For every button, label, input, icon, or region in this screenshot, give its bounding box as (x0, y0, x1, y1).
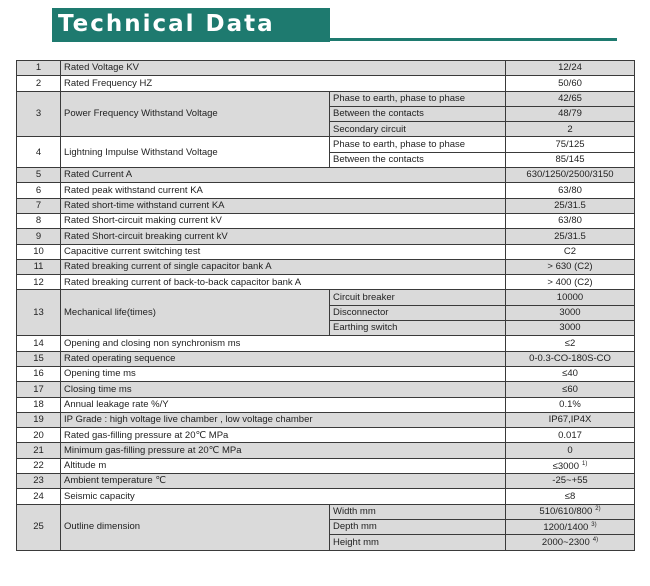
value-cell: 42/65 (506, 91, 635, 106)
parameter-label: Minimum gas-filling pressure at 20℃ MPa (61, 443, 506, 458)
footnote-marker: 4) (592, 537, 599, 544)
title-underline (330, 38, 617, 41)
value-cell: 63/80 (506, 183, 635, 198)
parameter-label: Rated short-time withstand current KA (61, 198, 506, 213)
parameter-label: Mechanical life(times) (61, 290, 330, 336)
table-row (17, 290, 635, 305)
footnote-marker: 2) (595, 506, 601, 513)
value-text: 2000~2300 (541, 537, 590, 549)
parameter-label: Rated peak withstand current KA (61, 183, 506, 198)
parameter-label: Rated Short-circuit breaking current kV (61, 229, 506, 244)
value-cell: 0 (506, 443, 635, 458)
value-cell: 85/145 (506, 152, 635, 167)
row-number: 2 (17, 76, 61, 91)
table-row (17, 76, 635, 91)
value-cell: 25/31.5 (506, 229, 635, 244)
value-cell: 630/1250/2500/3150 (506, 168, 635, 183)
parameter-label: Altitude m (61, 458, 506, 473)
parameter-label: Lightning Impulse Withstand Voltage (61, 137, 330, 168)
row-number: 14 (17, 336, 61, 351)
table-row (17, 213, 635, 228)
parameter-label: Rated breaking current of single capacitor bank A (61, 259, 506, 274)
table-row (17, 229, 635, 244)
parameter-label: Annual leakage rate %/Y (61, 397, 506, 412)
table-row (17, 489, 635, 504)
title-bar (52, 8, 330, 42)
table-row (17, 91, 635, 106)
value-cell (506, 535, 635, 550)
value-cell: 12/24 (506, 61, 635, 76)
value-cell: 63/80 (506, 213, 635, 228)
sub-parameter-label: Earthing switch (330, 321, 506, 336)
parameter-label: IP Grade : high voltage live chamber , low voltage chamber (61, 412, 506, 427)
table-row (17, 198, 635, 213)
parameter-label: Rated breaking current of back-to-back capacitor bank A (61, 275, 506, 290)
parameter-label: Opening time ms (61, 366, 506, 381)
value-cell: > 400 (C2) (506, 275, 635, 290)
value-cell: 0.017 (506, 428, 635, 443)
value-cell: ≤40 (506, 366, 635, 381)
table-row (17, 412, 635, 427)
value-cell: 0-0.3-CO-180S-CO (506, 351, 635, 366)
row-number: 16 (17, 366, 61, 381)
table-row (17, 474, 635, 489)
parameter-label: Capacitive current switching test (61, 244, 506, 259)
table-row (17, 259, 635, 274)
table-row (17, 351, 635, 366)
sub-parameter-label: Between the contacts (330, 106, 506, 121)
value-cell: 75/125 (506, 137, 635, 152)
page-title: Technical Data (58, 11, 275, 37)
row-number: 20 (17, 428, 61, 443)
value-cell: > 630 (C2) (506, 259, 635, 274)
row-number: 25 (17, 504, 61, 550)
parameter-label: Power Frequency Withstand Voltage (61, 91, 330, 137)
parameter-label: Rated Short-circuit making current kV (61, 213, 506, 228)
row-number: 21 (17, 443, 61, 458)
parameter-label: Seismic capacity (61, 489, 506, 504)
sub-parameter-label: Height mm (330, 535, 506, 550)
row-number: 15 (17, 351, 61, 366)
value-cell: 25/31.5 (506, 198, 635, 213)
value-cell: IP67,IP4X (506, 412, 635, 427)
footnote-marker: 3) (591, 521, 597, 528)
parameter-label: Outline dimension (61, 504, 330, 550)
row-number: 10 (17, 244, 61, 259)
sub-parameter-label: Width mm (330, 504, 506, 519)
table-row (17, 244, 635, 259)
sub-parameter-label: Secondary circuit (330, 122, 506, 137)
value-cell: ≤60 (506, 382, 635, 397)
row-number: 4 (17, 137, 61, 168)
value-cell: 50/60 (506, 76, 635, 91)
table-row (17, 168, 635, 183)
value-cell: ≤8 (506, 489, 635, 504)
table-row (17, 366, 635, 381)
row-number: 6 (17, 183, 61, 198)
parameter-label: Rated Frequency HZ (61, 76, 506, 91)
sub-parameter-label: Depth mm (330, 519, 506, 534)
value-cell: 48/79 (506, 106, 635, 121)
value-cell (506, 519, 635, 534)
value-cell: ≤2 (506, 336, 635, 351)
value-cell: 2 (506, 122, 635, 137)
sub-parameter-label: Disconnector (330, 305, 506, 320)
row-number: 17 (17, 382, 61, 397)
row-number: 8 (17, 213, 61, 228)
row-number: 13 (17, 290, 61, 336)
table-row (17, 443, 635, 458)
row-number: 24 (17, 489, 61, 504)
value-cell: 10000 (506, 290, 635, 305)
sub-parameter-label: Circuit breaker (330, 290, 506, 305)
sub-parameter-label: Between the contacts (330, 152, 506, 167)
row-number: 19 (17, 412, 61, 427)
value-cell (506, 458, 635, 473)
value-cell: -25~+55 (506, 474, 635, 489)
parameter-label: Rated gas-filling pressure at 20℃ MPa (61, 428, 506, 443)
table-row (17, 61, 635, 76)
parameter-label: Rated Current A (61, 168, 506, 183)
value-text: ≤3000 (552, 460, 579, 472)
row-number: 9 (17, 229, 61, 244)
row-number: 7 (17, 198, 61, 213)
row-number: 1 (17, 61, 61, 76)
row-number: 3 (17, 91, 61, 137)
value-text: 1200/1400 (543, 521, 589, 533)
parameter-label: Ambient temperature ℃ (61, 474, 506, 489)
technical-data-table (16, 60, 635, 551)
value-cell: 3000 (506, 321, 635, 336)
sub-parameter-label: Phase to earth, phase to phase (330, 137, 506, 152)
value-cell: C2 (506, 244, 635, 259)
table-row (17, 428, 635, 443)
row-number: 18 (17, 397, 61, 412)
table-row (17, 458, 635, 473)
row-number: 5 (17, 168, 61, 183)
footnote-marker: 1) (582, 460, 588, 467)
value-cell: 3000 (506, 305, 635, 320)
parameter-label: Closing time ms (61, 382, 506, 397)
table-row (17, 137, 635, 152)
row-number: 11 (17, 259, 61, 274)
parameter-label: Opening and closing non synchronism ms (61, 336, 506, 351)
table-row (17, 382, 635, 397)
table-row (17, 275, 635, 290)
row-number: 22 (17, 458, 61, 473)
title-banner (52, 8, 617, 42)
value-cell: 0.1% (506, 397, 635, 412)
value-text: 510/610/800 (539, 506, 593, 518)
value-cell (506, 504, 635, 519)
table-row (17, 183, 635, 198)
table-row (17, 504, 635, 519)
parameter-label: Rated operating sequence (61, 351, 506, 366)
row-number: 12 (17, 275, 61, 290)
parameter-label: Rated Voltage KV (61, 61, 506, 76)
sub-parameter-label: Phase to earth, phase to phase (330, 91, 506, 106)
table-row (17, 397, 635, 412)
table-row (17, 336, 635, 351)
row-number: 23 (17, 474, 61, 489)
